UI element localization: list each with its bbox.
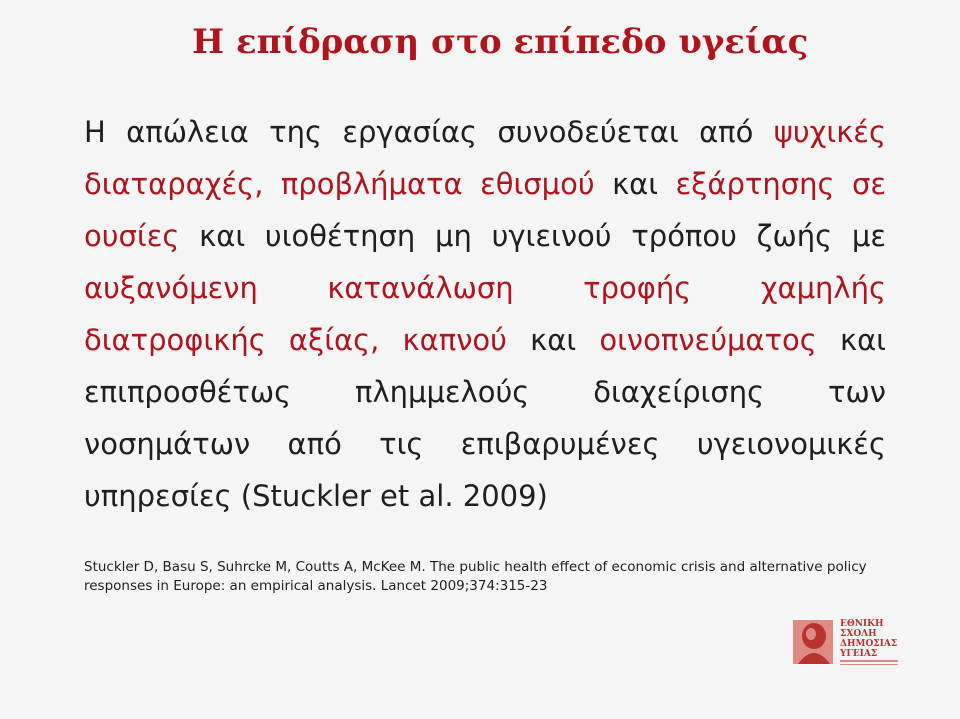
- reference-line: responses in Europe: an empirical analysis. Lancet 2009;374:315-23: [84, 578, 548, 594]
- body-segment: και: [594, 167, 676, 201]
- body-segment-highlight: ψυχικές διαταραχές, προβλήματα εθισμού: [84, 115, 886, 201]
- logo-text-line: ΥΓΕΙΑΣ: [840, 649, 878, 659]
- logo-text-line: ΣΧΟΛΗ: [840, 629, 877, 639]
- logo-text-line: ΔΗΜΟΣΙΑΣ: [840, 639, 898, 649]
- body-segment: και υιοθέτηση μη υγιεινού τρόπου ζωής με: [179, 219, 886, 253]
- body-segment: και επιπροσθέτως πλημμελούς διαχείρισης των νοσημάτων από τις επιβαρυμένες υγειονομικές υπηρεσίες (Stuckler et al. 2009): [84, 323, 886, 513]
- body-segment-highlight: οινοπνεύματος: [599, 323, 817, 357]
- reference-citation: [84, 558, 884, 596]
- institution-logo: [792, 612, 902, 668]
- reference-line: Stuckler D, Basu S, Suhrcke M, Coutts A, McKee M. The public health effect of economic crisis and alternative policy: [84, 559, 867, 575]
- body-paragraph: [84, 106, 886, 522]
- logo-text-line: ΕΘΝΙΚΗ: [840, 619, 884, 629]
- body-segment-highlight: αυξανόμενη κατανάλωση τροφής χαμηλής διατροφικής αξίας, καπνού: [84, 271, 886, 357]
- logo-emblem-icon: [793, 620, 833, 664]
- body-segment: Η απώλεια της εργασίας συνοδεύεται από: [84, 115, 774, 149]
- body-segment-highlight: εξάρτησης σε ουσίες: [84, 167, 886, 253]
- body-segment: και: [506, 323, 600, 357]
- slide-title: Η επίδραση στο επίπεδο υγείας: [192, 22, 809, 62]
